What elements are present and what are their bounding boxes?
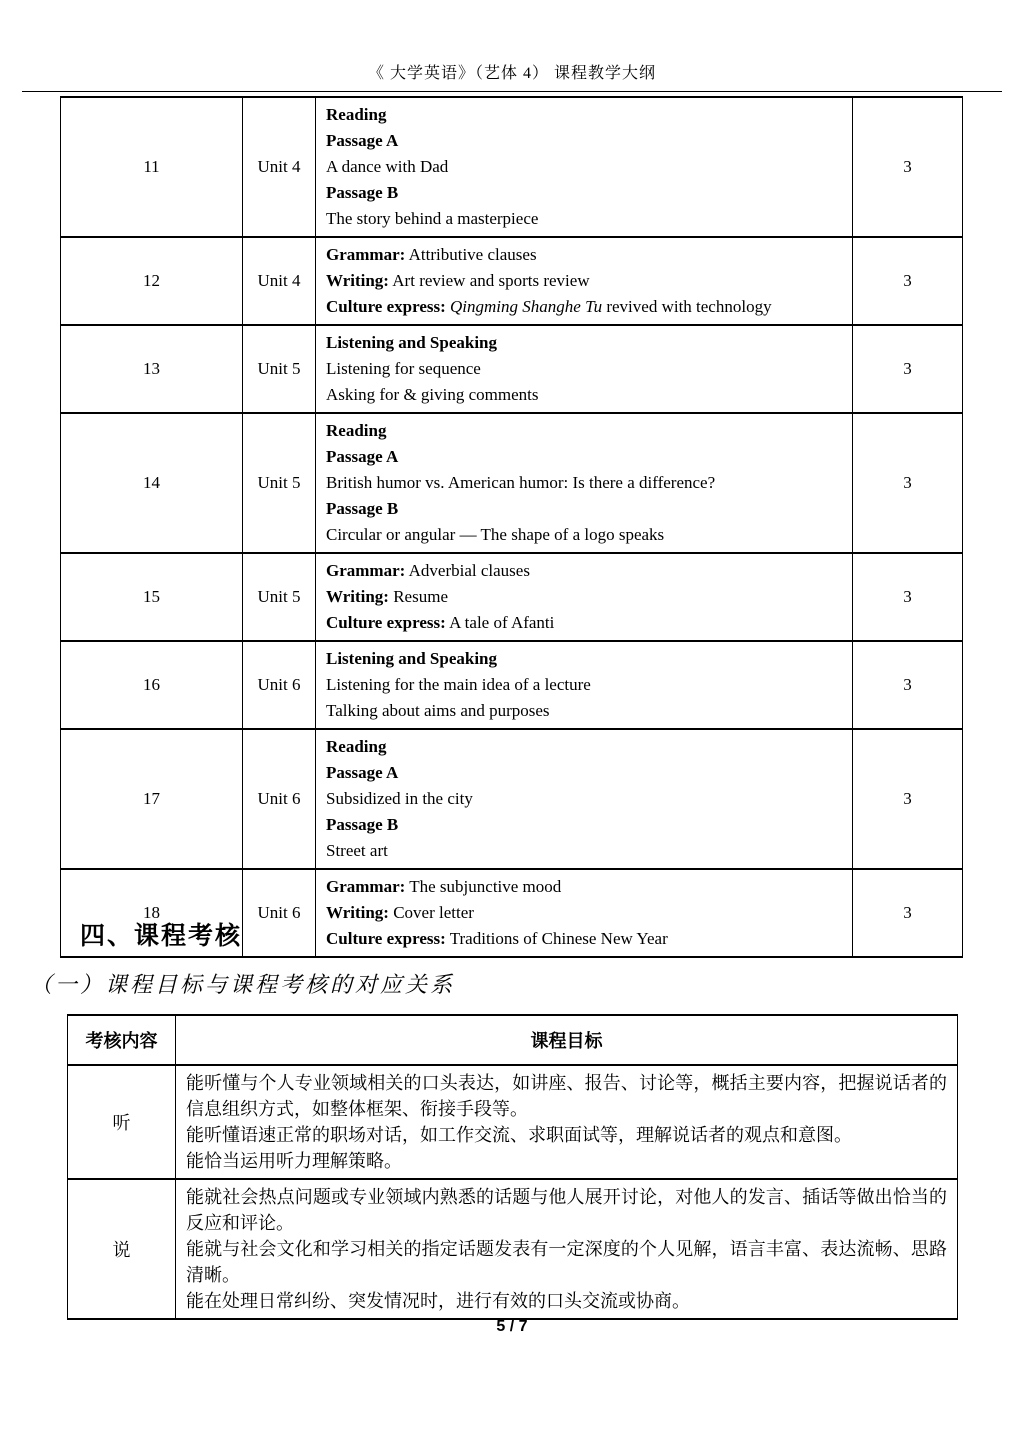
content-line: Culture express: Traditions of Chinese New Year bbox=[326, 929, 668, 948]
schedule-row bbox=[61, 97, 963, 237]
content-line: Writing: Resume bbox=[326, 587, 448, 606]
hours-cell: 3 bbox=[853, 325, 963, 413]
assessment-header-objective: 课程目标 bbox=[176, 1015, 958, 1065]
hours-cell: 3 bbox=[853, 413, 963, 553]
unit-cell: Unit 5 bbox=[243, 553, 316, 641]
content-line: Writing: Art review and sports review bbox=[326, 271, 590, 290]
schedule-row bbox=[61, 641, 963, 729]
unit-cell: Unit 5 bbox=[243, 325, 316, 413]
objective-paragraph: 能就与社会文化和学习相关的指定话题发表有一定深度的个人见解，语言丰富、表达流畅、思路清晰。 bbox=[186, 1239, 947, 1285]
section-subheading: （一）课程目标与课程考核的对应关系 bbox=[30, 972, 456, 997]
content-line: The story behind a masterpiece bbox=[326, 209, 539, 228]
assessment-header-row bbox=[68, 1015, 958, 1065]
content-cell bbox=[316, 413, 853, 553]
course-schedule-table bbox=[60, 96, 963, 958]
hours-cell: 3 bbox=[853, 729, 963, 869]
hours-cell: 3 bbox=[853, 237, 963, 325]
content-line: Passage B bbox=[326, 499, 399, 518]
assessment-objective-cell bbox=[176, 1179, 958, 1319]
objective-paragraph: 能就社会热点问题或专业领域内熟悉的话题与他人展开讨论，对他人的发言、插话等做出恰当的反应和评论。 bbox=[186, 1187, 947, 1233]
unit-cell: Unit 4 bbox=[243, 237, 316, 325]
week-cell: 14 bbox=[61, 413, 243, 553]
schedule-row bbox=[61, 413, 963, 553]
content-line: Passage A bbox=[326, 447, 399, 466]
objective-paragraph: 能听懂与个人专业领域相关的口头表达，如讲座、报告、讨论等，概括主要内容，把握说话者的信息组织方式，如整体框架、衔接手段等。 bbox=[186, 1073, 947, 1119]
content-line: Listening for sequence bbox=[326, 359, 481, 378]
content-cell bbox=[316, 237, 853, 325]
objective-paragraph: 能听懂语速正常的职场对话，如工作交流、求职面试等，理解说话者的观点和意图。 bbox=[186, 1125, 852, 1145]
schedule-row bbox=[61, 325, 963, 413]
document-header-title: 《 大学英语》（艺体 4） 课程教学大纲 bbox=[22, 60, 1002, 92]
content-line: A dance with Dad bbox=[326, 157, 449, 176]
assessment-label-cell: 说 bbox=[68, 1179, 176, 1319]
content-line: Reading bbox=[326, 421, 387, 440]
content-line: Listening and Speaking bbox=[326, 649, 498, 668]
content-line: Talking about aims and purposes bbox=[326, 701, 550, 720]
content-line: Subsidized in the city bbox=[326, 789, 473, 808]
content-line: Reading bbox=[326, 737, 387, 756]
unit-cell: Unit 6 bbox=[243, 869, 316, 957]
content-cell bbox=[316, 729, 853, 869]
week-cell: 11 bbox=[61, 97, 243, 237]
hours-cell: 3 bbox=[853, 641, 963, 729]
content-line: Passage B bbox=[326, 815, 399, 834]
content-cell bbox=[316, 325, 853, 413]
content-line: British humor vs. American humor: Is there a difference? bbox=[326, 473, 716, 492]
content-cell bbox=[316, 97, 853, 237]
objective-paragraph: 能在处理日常纠纷、突发情况时，进行有效的口头交流或协商。 bbox=[186, 1291, 690, 1311]
content-cell bbox=[316, 641, 853, 729]
content-line: Reading bbox=[326, 105, 387, 124]
week-cell: 17 bbox=[61, 729, 243, 869]
hours-cell: 3 bbox=[853, 553, 963, 641]
week-cell: 16 bbox=[61, 641, 243, 729]
content-line: Street art bbox=[326, 841, 388, 860]
content-line: Writing: Cover letter bbox=[326, 903, 474, 922]
week-cell: 15 bbox=[61, 553, 243, 641]
hours-cell: 3 bbox=[853, 97, 963, 237]
content-line: Culture express: A tale of Afanti bbox=[326, 613, 555, 632]
content-cell bbox=[316, 553, 853, 641]
assessment-row bbox=[68, 1065, 958, 1179]
content-line: Culture express: Qingming Shanghe Tu revived with technology bbox=[326, 297, 772, 316]
objective-paragraph: 能恰当运用听力理解策略。 bbox=[186, 1151, 402, 1171]
content-line: Grammar: Adverbial clauses bbox=[326, 561, 530, 580]
page-number: 5 / 7 bbox=[496, 1318, 528, 1335]
assessment-row bbox=[68, 1179, 958, 1319]
section-heading: 四、课程考核 bbox=[80, 922, 243, 950]
assessment-objective-cell bbox=[176, 1065, 958, 1179]
hours-cell: 3 bbox=[853, 869, 963, 957]
unit-cell: Unit 5 bbox=[243, 413, 316, 553]
content-line: Passage A bbox=[326, 131, 399, 150]
content-cell bbox=[316, 869, 853, 957]
content-line: Passage A bbox=[326, 763, 399, 782]
week-cell: 12 bbox=[61, 237, 243, 325]
unit-cell: Unit 6 bbox=[243, 641, 316, 729]
schedule-row bbox=[61, 729, 963, 869]
content-line: Asking for & giving comments bbox=[326, 385, 539, 404]
assessment-header-content: 考核内容 bbox=[68, 1015, 176, 1065]
content-line: Circular or angular — The shape of a logo speaks bbox=[326, 525, 665, 544]
unit-cell: Unit 6 bbox=[243, 729, 316, 869]
content-line: Grammar: Attributive clauses bbox=[326, 245, 537, 264]
content-line: Listening and Speaking bbox=[326, 333, 498, 352]
schedule-row bbox=[61, 553, 963, 641]
schedule-row bbox=[61, 237, 963, 325]
assessment-label-cell: 听 bbox=[68, 1065, 176, 1179]
week-cell: 13 bbox=[61, 325, 243, 413]
content-line: Grammar: The subjunctive mood bbox=[326, 877, 562, 896]
week-cell: 18 bbox=[61, 869, 243, 957]
unit-cell: Unit 4 bbox=[243, 97, 316, 237]
content-line: Passage B bbox=[326, 183, 399, 202]
content-line: Listening for the main idea of a lecture bbox=[326, 675, 591, 694]
assessment-table bbox=[67, 1014, 958, 1320]
